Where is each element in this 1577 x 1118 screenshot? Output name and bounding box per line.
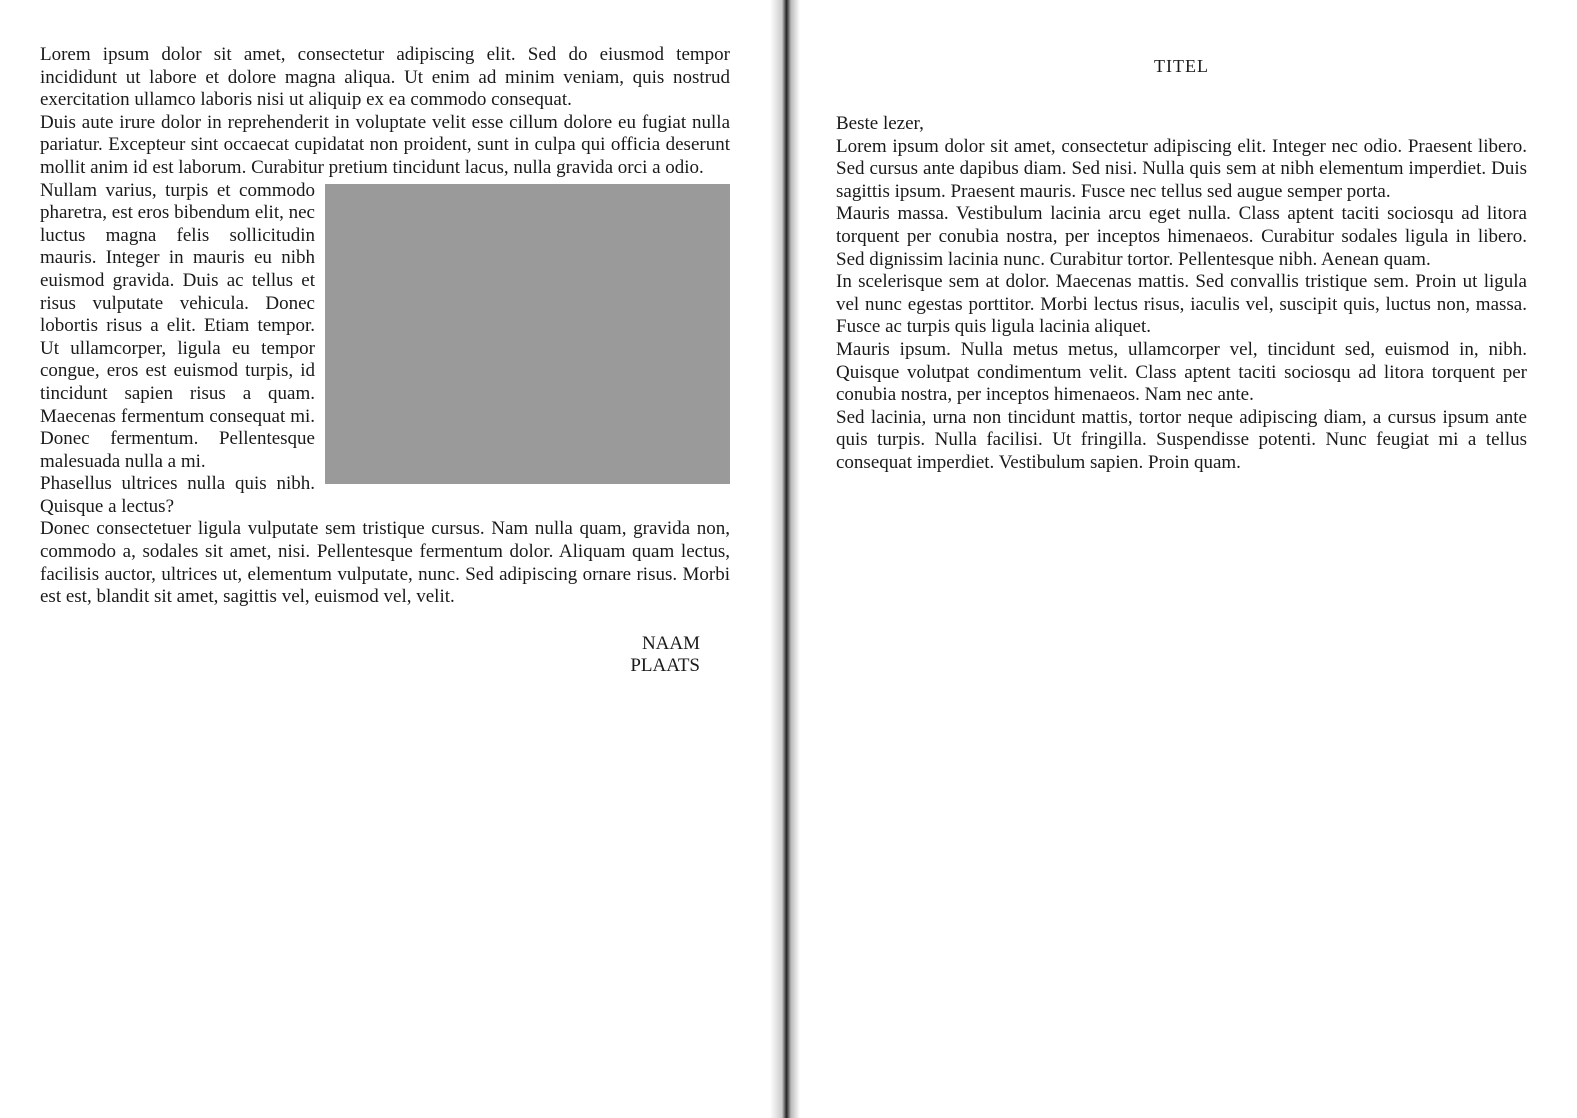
paragraph: Phasellus ultrices nulla quis nibh. Quisque a lectus? [40, 473, 315, 517]
paragraph: Sed lacinia, urna non tincidunt mattis, tortor neque adipiscing diam, a cursus ipsum ante quis turpis. Nulla facilisi. Ut fringilla. Suspendisse potenti. Nunc feugiat mi a tellus consequat imperdiet. Vestibulum sapien. Proin quam. [836, 406, 1527, 473]
paragraph: Nullam varius, turpis et commodo pharetra, est eros bibendum elit, nec luctus magna felis sollicitudin mauris. Integer in mauris eu nibh euismod gravida. Duis ac tellus et risus vulputate vehicula. Donec lobortis risus a elit. Etiam tempor. Ut ullamcorper, ligula eu tempor congue, eros est euismod turpis, id tincidunt sapien risus a quam. Maecenas fermentum consequat mi. Donec fermentum. Pellentesque malesuada nulla a mi. [40, 179, 315, 472]
right-page [800, 0, 1577, 1118]
signature-name: NAAM [641, 632, 700, 654]
paragraph: Lorem ipsum dolor sit amet, consectetur adipiscing elit. Sed do eiusmod tempor incididunt ut labore et dolore magna aliqua. Ut enim ad minim veniam, quis nostrud exercitation ullamco laboris nisi ut aliquip ex ea commodo consequat. [40, 44, 730, 111]
left-page [0, 0, 770, 1118]
paragraph: Lorem ipsum dolor sit amet, consectetur adipiscing elit. Integer nec odio. Praesent libero. Sed cursus ante dapibus diam. Sed nisi. Nulla quis sem at nibh elementum imperdiet. Duis sagittis ipsum. Praesent mauris. Fusce nec tellus sed augue semper porta. [836, 135, 1527, 202]
book-spine [770, 0, 800, 1118]
paragraph: Mauris massa. Vestibulum lacinia arcu eget nulla. Class aptent taciti sociosqu ad litora torquent per conubia nostra, per inceptos himenaeos. Curabitur sodales ligula in libero. Sed dignissim lacinia nunc. Curabitur tortor. Pellentesque nibh. Aenean quam. [836, 203, 1527, 270]
signature [40, 633, 730, 677]
signature-place: PLAATS [630, 654, 700, 676]
paragraph: Mauris ipsum. Nulla metus metus, ullamcorper vel, tincidunt sed, euismod in, nibh. Quisque volutpat condimentum velit. Class aptent taciti sociosqu ad litora torquent per conubia nostra, per inceptos himenaeos. Nam nec ante. [836, 338, 1527, 406]
salutation: Beste lezer, [836, 113, 924, 134]
paragraph: In scelerisque sem at dolor. Maecenas mattis. Sed convallis tristique sem. Proin ut ligula vel nunc egestas porttitor. Morbi lectus risus, iaculis vel, suscipit quis, luctus non, massa. Fusce ac turpis quis ligula lacinia aliquet. [836, 271, 1527, 338]
paragraph: Duis aute irure dolor in reprehenderit in voluptate velit esse cillum dolore eu fugiat nulla pariatur. Excepteur sint occaecat cupidatat non proident, sunt in culpa qui officia deserunt mollit anim id est laborum. Curabitur pretium tincidunt lacus, nulla gravida orci a odio. [40, 111, 730, 178]
page-title: TITEL [1154, 56, 1209, 76]
paragraph: Donec consectetuer ligula vulputate sem tristique cursus. Nam nulla quam, gravida non, commodo a, sodales sit amet, nisi. Pellentesque fermentum dolor. Aliquam quam lectus, facilisis auctor, ultrices ut, elementum vulputate, nunc. Sed adipiscing ornare risus. Morbi est est, blandit sit amet, sagittis vel, euismod vel, velit. [40, 518, 730, 608]
photo-placeholder [325, 184, 730, 484]
